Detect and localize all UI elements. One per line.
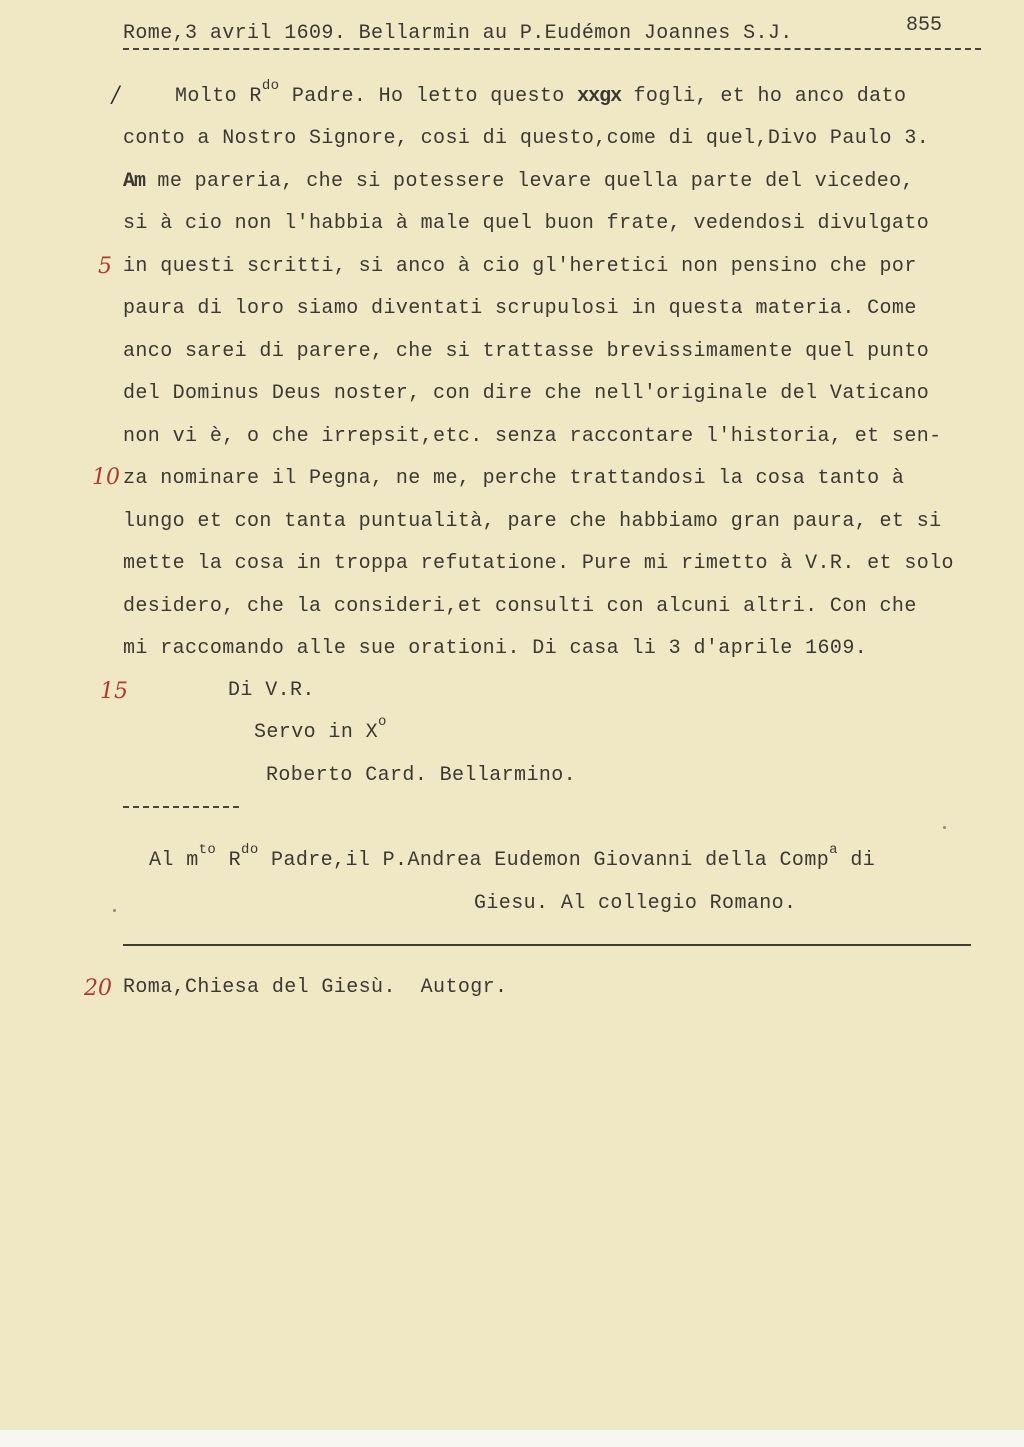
letter-line-12: mette la cosa in troppa refutatione. Pure mi rimetto à V.R. et solo [123,552,954,575]
margin-line-number-5: 5 [98,254,112,279]
struck-out-word: Am [123,170,146,193]
page-number: 855 [906,14,943,37]
margin-line-number-20: 20 [84,976,112,1001]
struck-out-word: xxgx [577,85,622,108]
letter-line-1 [175,78,907,109]
closing-servo-superscript: o [378,714,387,731]
address-text-b: R [216,849,242,872]
letter-line-3 [123,170,914,194]
letter-line-2: conto a Nostro Signore, cosi di questo,come di quel,Divo Paulo 3. [123,127,930,150]
scan-bottom-band [0,1430,1024,1447]
letter-line-1-text-b: Padre. Ho letto questo [279,85,578,108]
footer-solid-rule [123,944,971,946]
letter-line-4: si à cio non l'habbia à male quel buon frate, vedendosi divulgato [123,212,930,235]
letter-line-13: desidero, che la consideri,et consulti con alcuni altri. Con che [123,595,917,618]
margin-line-number-10: 10 [92,465,120,490]
paper-speck [113,909,116,912]
header-dashed-rule [123,48,981,50]
letter-line-1-text-c: fogli, et ho anco dato [621,85,907,108]
address-line-1 [149,842,876,873]
source-note: Roma,Chiesa del Giesù. Autogr. [123,976,508,999]
address-text-c: Padre,il P.Andrea Eudemon Giovanni della Comp [258,849,830,872]
address-text-a: Al m [149,849,199,872]
letter-line-3-text: me pareria, che si potessere levare quella parte del vicedeo, [145,170,914,193]
address-text-d: di [837,849,876,872]
separator-short-dash [123,806,239,808]
closing-servo-text: Servo in X [254,721,379,744]
address-superscript-2: do [241,842,259,859]
letter-line-5: in questi scritti, si anco à cio gl'heretici non pensino che por [123,255,917,278]
running-header: Rome,3 avril 1609. Bellarmin au P.Eudémon Joannes S.J. [123,22,793,45]
letter-line-10: za nominare il Pegna, ne me, perche trattandosi la cosa tanto à [123,467,905,490]
closing-salutation: Di V.R. [228,679,315,702]
letter-line-8: del Dominus Deus noster, con dire che nell'originale del Vaticano [123,382,930,405]
address-superscript-3: a [829,842,838,859]
letter-line-11: lungo et con tanta puntualità, pare che habbiamo gran paura, et si [123,510,942,533]
closing-servo [254,714,387,745]
letter-line-14: mi raccomando alle sue orationi. Di casa li 3 d'aprile 1609. [123,637,868,660]
letter-line-9: non vi è, o che irrepsit,etc. senza raccontare l'historia, et sen- [123,425,942,448]
letter-line-1-text-a: Molto R [175,85,262,108]
margin-line-number-15: 15 [100,679,128,704]
address-line-2: Giesu. Al collegio Romano. [474,892,797,915]
letter-line-6: paura di loro siamo diventati scrupulosi in questa materia. Come [123,297,917,320]
margin-line-mark-1: / [112,83,120,108]
letter-line-1-superscript: do [261,78,280,95]
signature-line: Roberto Card. Bellarmino. [266,764,577,787]
address-superscript-1: to [198,842,217,859]
paper-speck [943,826,946,829]
letter-line-7: anco sarei di parere, che si trattasse brevissimamente quel punto [123,340,930,363]
